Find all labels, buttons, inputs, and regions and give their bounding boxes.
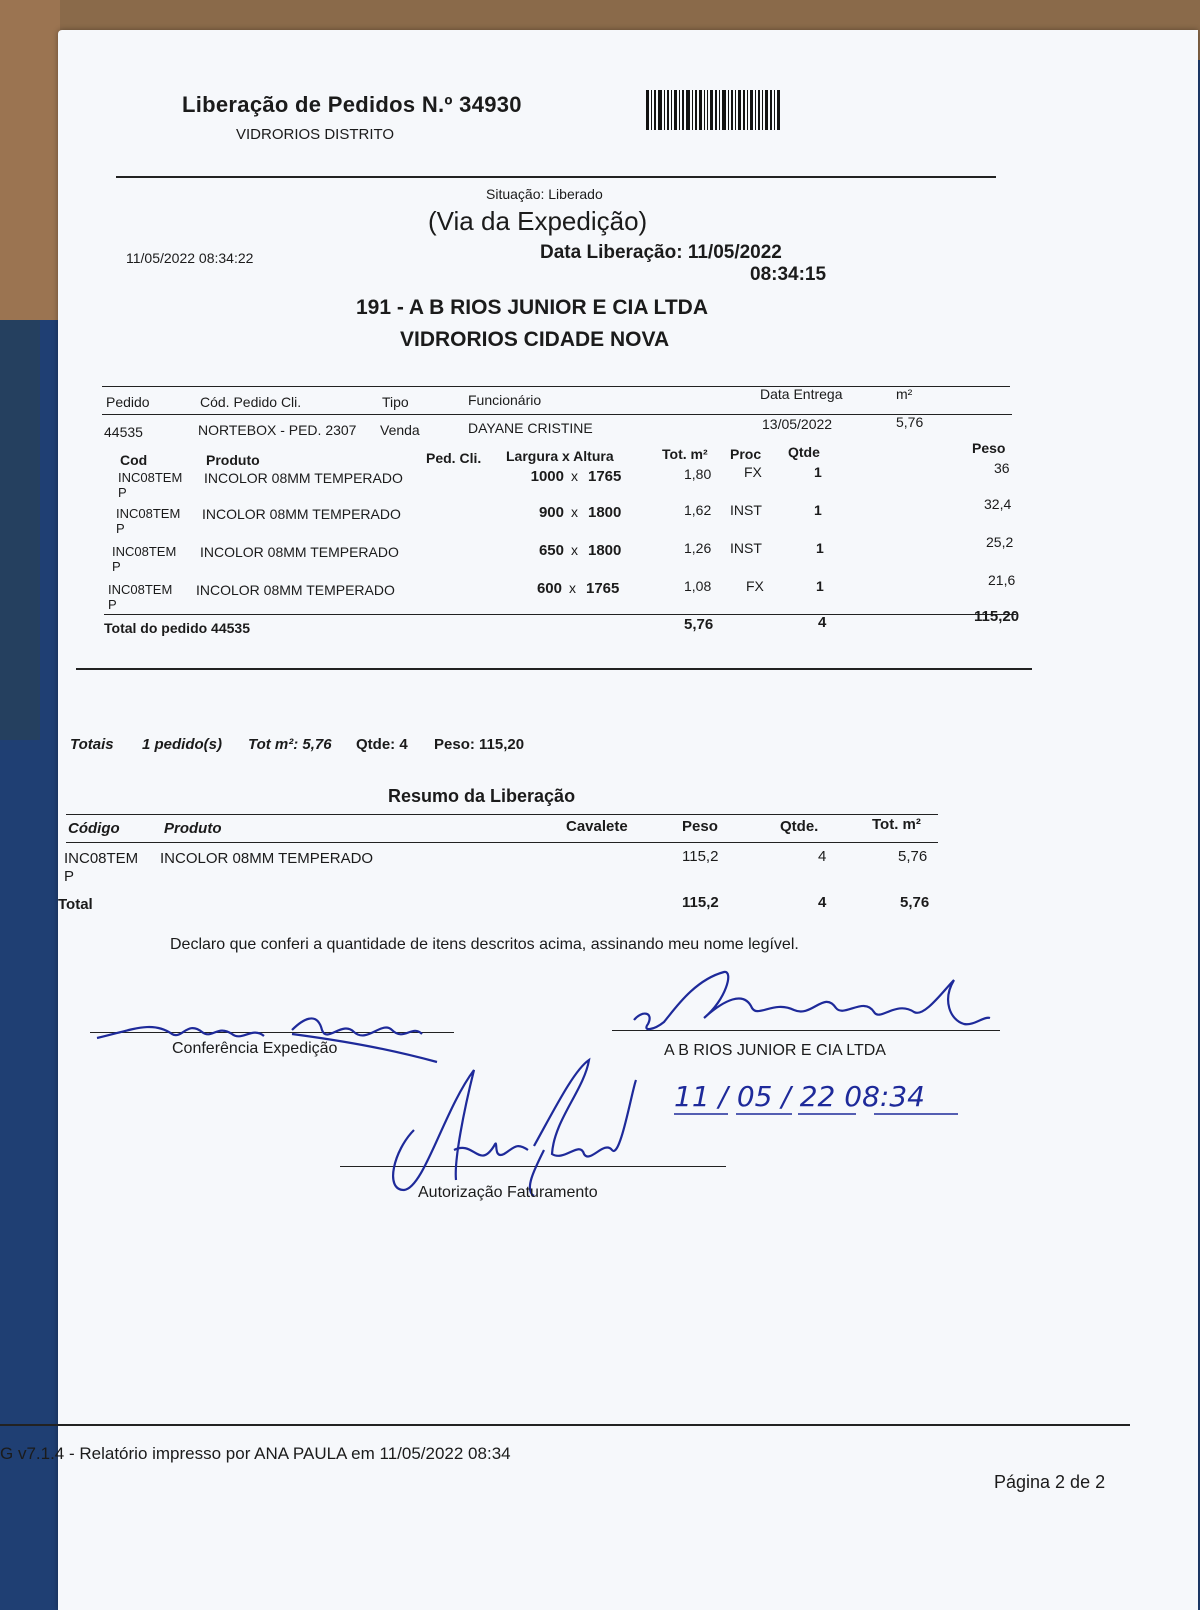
document-subtitle: VIDRORIOS DISTRITO: [236, 126, 395, 143]
header-divider: [116, 176, 996, 178]
item-proc: INST: [730, 540, 762, 556]
document-title: Liberação de Pedidos N.º 34930: [182, 92, 522, 117]
items-col-peso: Peso: [972, 440, 1006, 456]
resumo-col-tot-m2: Tot. m²: [872, 816, 921, 833]
totais-m2: Tot m²: 5,76: [248, 736, 332, 753]
item-x: x: [571, 542, 578, 558]
table-row: [58, 460, 1058, 500]
resumo-row-tot-m2: 5,76: [898, 848, 928, 865]
signature-label-empresa: A B RIOS JUNIOR E CIA LTDA: [664, 1042, 886, 1059]
table-row: [58, 496, 1058, 536]
item-cod-suffix: P: [112, 559, 121, 574]
resumo-row-codigo: INC08TEM: [64, 850, 139, 867]
resumo-col-qtde: Qtde.: [780, 818, 819, 835]
item-cod: INC08TEM: [108, 582, 173, 597]
items-col-qtde: Qtde: [788, 444, 820, 460]
col-cod-pedido-cli: Cód. Pedido Cli.: [200, 394, 302, 410]
item-produto: INCOLOR 08MM TEMPERADO: [200, 544, 399, 560]
resumo-total-peso: 115,2: [682, 894, 719, 911]
resumo-title: Resumo da Liberação: [388, 786, 576, 806]
via-label: (Via da Expedição): [428, 206, 648, 236]
background-surface-left: [0, 0, 60, 320]
resumo-row-produto: INCOLOR 08MM TEMPERADO: [160, 850, 374, 867]
resumo-row-peso: 115,2: [682, 848, 719, 865]
table-row: [58, 568, 1058, 612]
status-label: Situação: Liberado: [486, 186, 603, 202]
item-largura: 600: [536, 580, 562, 597]
order-total-peso: 115,20: [974, 608, 1020, 625]
resumo-top-line: [66, 814, 938, 815]
order-tipo: Venda: [380, 422, 420, 438]
item-cod-suffix: P: [108, 597, 117, 612]
item-proc: FX: [744, 464, 762, 480]
resumo-col-cavalete: Cavalete: [566, 818, 628, 835]
item-produto: INCOLOR 08MM TEMPERADO: [202, 506, 401, 522]
resumo-row-qtde: 4: [818, 848, 827, 865]
order-total-line: [104, 614, 1016, 615]
item-cod-suffix: P: [118, 485, 127, 500]
item-cod-suffix: P: [116, 521, 125, 536]
signature-label-autorizacao: Autorização Faturamento: [418, 1184, 598, 1201]
declaration-text: Declaro que conferi a quantidade de itens descritos acima, assinando meu nome legível.: [170, 936, 799, 953]
item-altura: 1800: [588, 504, 622, 521]
handwritten-signature-empresa: [624, 960, 1004, 1040]
totais-peso: Peso: 115,20: [434, 736, 525, 753]
col-funcionario: Funcionário: [468, 392, 542, 408]
background-surface-left-lower: [0, 320, 40, 740]
item-altura: 1765: [588, 468, 622, 485]
order-funcionario: DAYANE CRISTINE: [468, 420, 593, 436]
items-col-ped-cli: Ped. Cli.: [426, 450, 482, 466]
resumo-col-codigo: Código: [68, 820, 120, 837]
resumo-col-peso: Peso: [682, 818, 718, 835]
items-col-proc: Proc: [730, 446, 762, 462]
totais-qtde: Qtde: 4: [356, 736, 408, 753]
barcode-icon: [646, 90, 782, 130]
item-cod: INC08TEM: [112, 544, 177, 559]
release-time: 08:34:15: [750, 264, 827, 285]
totais-pedidos: 1 pedido(s): [142, 736, 223, 753]
resumo-total-tot-m2: 5,76: [900, 894, 930, 911]
handwritten-date: [668, 1068, 998, 1128]
item-cod: INC08TEM: [118, 470, 183, 485]
order-total-label: Total do pedido 44535: [104, 620, 250, 636]
resumo-total-label: Total: [58, 896, 93, 913]
item-tot-m2: 1,62: [684, 502, 712, 518]
item-qtde: 1: [816, 540, 824, 556]
order-top-line: [102, 386, 1010, 387]
signature-label-conferencia: Conferência Expedição: [172, 1040, 338, 1057]
items-col-tot-m2: Tot. m²: [662, 446, 708, 462]
document-page: [0, 30, 1198, 1610]
item-qtde: 1: [814, 464, 822, 480]
handwritten-date-text: 11 / 05 / 22 08:34: [674, 1080, 925, 1113]
col-m2: m²: [896, 386, 913, 402]
item-largura: 1000: [530, 468, 564, 485]
item-cod: INC08TEM: [116, 506, 181, 521]
item-tot-m2: 1,26: [684, 540, 712, 556]
order-m2: 5,76: [896, 414, 924, 430]
footer-page-number: Página 2 de 2: [994, 1472, 1106, 1492]
client-branch: VIDRORIOS CIDADE NOVA: [400, 328, 670, 351]
order-cod-pedido-cli: NORTEBOX - PED. 2307: [198, 422, 357, 438]
footer-divider: [0, 1424, 1130, 1426]
col-pedido: Pedido: [106, 394, 150, 410]
order-header-line: [102, 414, 1012, 415]
order-total-m2: 5,76: [684, 616, 714, 633]
item-proc: FX: [746, 578, 764, 594]
items-col-cod: Cod: [120, 452, 148, 468]
items-col-produto: Produto: [206, 452, 260, 468]
order-total-qtde: 4: [818, 614, 827, 631]
item-qtde: 1: [816, 578, 824, 594]
item-peso: 36: [994, 460, 1010, 476]
item-altura: 1800: [588, 542, 622, 559]
item-qtde: 1: [814, 502, 822, 518]
resumo-col-produto: Produto: [164, 820, 222, 837]
item-peso: 32,4: [984, 496, 1012, 512]
item-x: x: [571, 468, 578, 484]
item-largura: 900: [538, 504, 564, 521]
items-col-largura-altura: Largura x Altura: [506, 448, 614, 464]
section-divider: [76, 668, 1032, 670]
resumo-total-qtde: 4: [818, 894, 827, 911]
order-pedido: 44535: [104, 424, 143, 440]
col-data-entrega: Data Entrega: [760, 386, 843, 402]
item-largura: 650: [538, 542, 564, 559]
item-tot-m2: 1,80: [684, 466, 712, 482]
item-tot-m2: 1,08: [684, 578, 712, 594]
col-tipo: Tipo: [382, 394, 409, 410]
order-data-entrega: 13/05/2022: [762, 416, 833, 432]
item-x: x: [569, 580, 576, 596]
item-altura: 1765: [586, 580, 620, 597]
item-peso: 21,6: [988, 572, 1016, 588]
print-timestamp: 11/05/2022 08:34:22: [126, 250, 254, 266]
resumo-row-codigo-suffix: P: [64, 868, 75, 885]
handwritten-signature-autorizacao: [384, 1050, 644, 1200]
item-x: x: [571, 504, 578, 520]
totais-label: Totais: [70, 736, 114, 753]
client-name: 191 - A B RIOS JUNIOR E CIA LTDA: [356, 296, 708, 319]
item-proc: INST: [730, 502, 762, 518]
item-peso: 25,2: [986, 534, 1014, 550]
resumo-header-line: [66, 842, 938, 843]
release-date: Data Liberação: 11/05/2022: [540, 242, 782, 263]
table-row: [58, 532, 1058, 574]
item-produto: INCOLOR 08MM TEMPERADO: [204, 470, 403, 486]
item-produto: INCOLOR 08MM TEMPERADO: [196, 582, 395, 598]
footer-printed-by: G v7.1.4 - Relatório impresso por ANA PAULA em 11/05/2022 08:34: [0, 1444, 511, 1463]
